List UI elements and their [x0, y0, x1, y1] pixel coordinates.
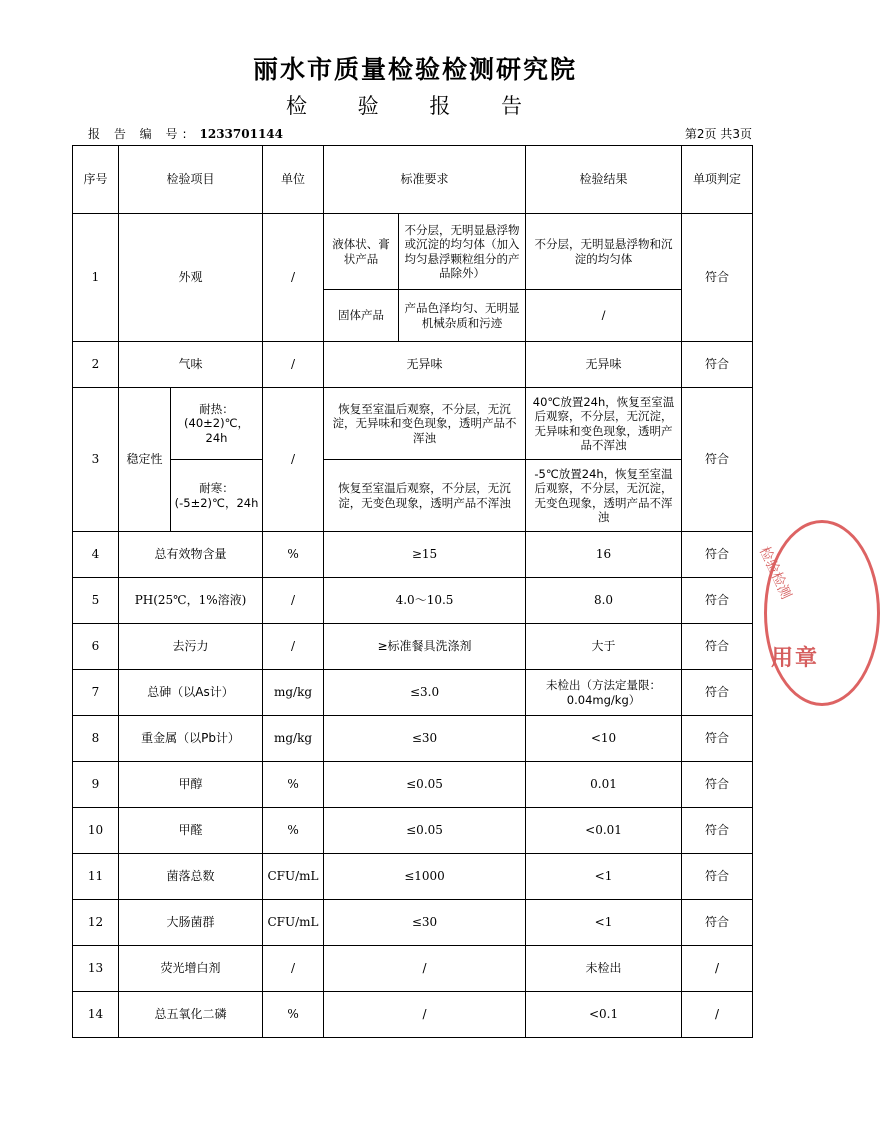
product-type: 液体状、膏状产品 — [324, 214, 399, 290]
table-row — [73, 854, 753, 900]
row-number: 1 — [73, 214, 119, 342]
unit: / — [263, 946, 324, 992]
table-row — [73, 532, 753, 578]
unit: mg/kg — [263, 716, 324, 762]
result: / — [526, 290, 682, 342]
test-item: 稳定性 — [119, 388, 171, 532]
header-cell: 标准要求 — [324, 146, 526, 214]
result: 16 — [526, 532, 682, 578]
verdict: / — [682, 992, 753, 1038]
requirement: ≥15 — [324, 532, 526, 578]
result: 未检出（方法定量限：0.04mg/kg） — [526, 670, 682, 716]
requirement: ≤3.0 — [324, 670, 526, 716]
table-row — [73, 342, 753, 388]
test-item: 菌落总数 — [119, 854, 263, 900]
verdict: 符合 — [682, 808, 753, 854]
result: <0.1 — [526, 992, 682, 1038]
requirement: / — [324, 946, 526, 992]
unit: % — [263, 808, 324, 854]
table-row — [73, 624, 753, 670]
requirement: 4.0～10.5 — [324, 578, 526, 624]
result: -5℃放置24h，恢复至室温后观察，不分层，无沉淀，无变色现象，透明产品不浑浊 — [526, 460, 682, 532]
result: 未检出 — [526, 946, 682, 992]
table-row — [73, 460, 753, 532]
unit: % — [263, 992, 324, 1038]
verdict: 符合 — [682, 762, 753, 808]
seal-text: 用章 — [771, 646, 820, 671]
verdict: 符合 — [682, 388, 753, 532]
unit: CFU/mL — [263, 854, 324, 900]
verdict: 符合 — [682, 716, 753, 762]
requirement: 恢复至室温后观察，不分层，无沉淀，无异味和变色现象，透明产品不浑浊 — [324, 388, 526, 460]
header-cell: 序号 — [73, 146, 119, 214]
table-row — [73, 214, 753, 290]
row-number: 13 — [73, 946, 119, 992]
inspection-table — [72, 145, 753, 1038]
test-item: 外观 — [119, 214, 263, 342]
product-type: 固体产品 — [324, 290, 399, 342]
row-number: 6 — [73, 624, 119, 670]
result: 不分层，无明显悬浮物和沉淀的均匀体 — [526, 214, 682, 290]
table-row — [73, 716, 753, 762]
result: 大于 — [526, 624, 682, 670]
result: <10 — [526, 716, 682, 762]
requirement: 产品色泽均匀、无明显机械杂质和污迹 — [399, 290, 526, 342]
test-item: PH(25℃，1%溶液) — [119, 578, 263, 624]
test-item: 去污力 — [119, 624, 263, 670]
requirement: / — [324, 992, 526, 1038]
row-number: 12 — [73, 900, 119, 946]
result: 无异味 — [526, 342, 682, 388]
report-number-value: 1233701144 — [199, 127, 283, 141]
verdict: / — [682, 946, 753, 992]
test-item: 甲醇 — [119, 762, 263, 808]
requirement: ≤1000 — [324, 854, 526, 900]
test-item: 总五氧化二磷 — [119, 992, 263, 1038]
test-item: 总砷（以As计） — [119, 670, 263, 716]
report-title: 检 验 报 告 — [285, 94, 545, 118]
test-item: 荧光增白剂 — [119, 946, 263, 992]
table-row — [73, 992, 753, 1038]
seal-arc-text: 检验检测 — [755, 544, 794, 602]
row-number: 4 — [73, 532, 119, 578]
result: 0.01 — [526, 762, 682, 808]
result: 8.0 — [526, 578, 682, 624]
unit: % — [263, 532, 324, 578]
row-number: 9 — [73, 762, 119, 808]
test-item: 气味 — [119, 342, 263, 388]
row-number: 3 — [73, 388, 119, 532]
unit: / — [263, 214, 324, 342]
row-number: 7 — [73, 670, 119, 716]
unit: / — [263, 578, 324, 624]
table-row — [73, 808, 753, 854]
row-number: 5 — [73, 578, 119, 624]
sub-item: 耐热：(40±2)℃，24h — [171, 388, 263, 460]
header-cell: 单位 — [263, 146, 324, 214]
verdict: 符合 — [682, 670, 753, 716]
table-row — [73, 578, 753, 624]
row-number: 10 — [73, 808, 119, 854]
result: <1 — [526, 854, 682, 900]
table-row — [73, 762, 753, 808]
sub-item: 耐寒：(-5±2)℃，24h — [171, 460, 263, 532]
table-row — [73, 900, 753, 946]
table-row — [73, 670, 753, 716]
report-number — [88, 125, 283, 142]
table-header-row — [73, 146, 753, 214]
page-info: 第2页 共3页 — [684, 127, 752, 141]
result: <0.01 — [526, 808, 682, 854]
test-item: 重金属（以Pb计） — [119, 716, 263, 762]
requirement: ≤0.05 — [324, 762, 526, 808]
unit: / — [263, 388, 324, 532]
test-item: 大肠菌群 — [119, 900, 263, 946]
row-number: 2 — [73, 342, 119, 388]
requirement: 不分层，无明显悬浮物或沉淀的均匀体（加入均匀悬浮颗粒组分的产品除外） — [399, 214, 526, 290]
test-item: 总有效物含量 — [119, 532, 263, 578]
verdict: 符合 — [682, 532, 753, 578]
row-number: 14 — [73, 992, 119, 1038]
row-number: 11 — [73, 854, 119, 900]
requirement: ≤30 — [324, 716, 526, 762]
verdict: 符合 — [682, 854, 753, 900]
official-seal-stamp — [755, 520, 880, 706]
header-cell: 单项判定 — [682, 146, 753, 214]
requirement: ≤30 — [324, 900, 526, 946]
requirement: 无异味 — [324, 342, 526, 388]
institute-title: 丽水市质量检验检测研究院 — [252, 55, 577, 84]
header-cell: 检验项目 — [119, 146, 263, 214]
unit: mg/kg — [263, 670, 324, 716]
verdict: 符合 — [682, 214, 753, 342]
verdict: 符合 — [682, 624, 753, 670]
unit: / — [263, 624, 324, 670]
verdict: 符合 — [682, 900, 753, 946]
unit: / — [263, 342, 324, 388]
table-row — [73, 946, 753, 992]
requirement: 恢复至室温后观察，不分层，无沉淀，无变色现象，透明产品不浑浊 — [324, 460, 526, 532]
unit: CFU/mL — [263, 900, 324, 946]
table-row — [73, 388, 753, 460]
test-item: 甲醛 — [119, 808, 263, 854]
unit: % — [263, 762, 324, 808]
verdict: 符合 — [682, 578, 753, 624]
row-number: 8 — [73, 716, 119, 762]
requirement: ≥标准餐具洗涤剂 — [324, 624, 526, 670]
requirement: ≤0.05 — [324, 808, 526, 854]
result: <1 — [526, 900, 682, 946]
report-number-label: 报 告 编 号: — [88, 127, 192, 141]
result: 40℃放置24h，恢复至室温后观察，不分层，无沉淀，无异味和变色现象，透明产品不浑浊 — [526, 388, 682, 460]
verdict: 符合 — [682, 342, 753, 388]
header-cell: 检验结果 — [526, 146, 682, 214]
